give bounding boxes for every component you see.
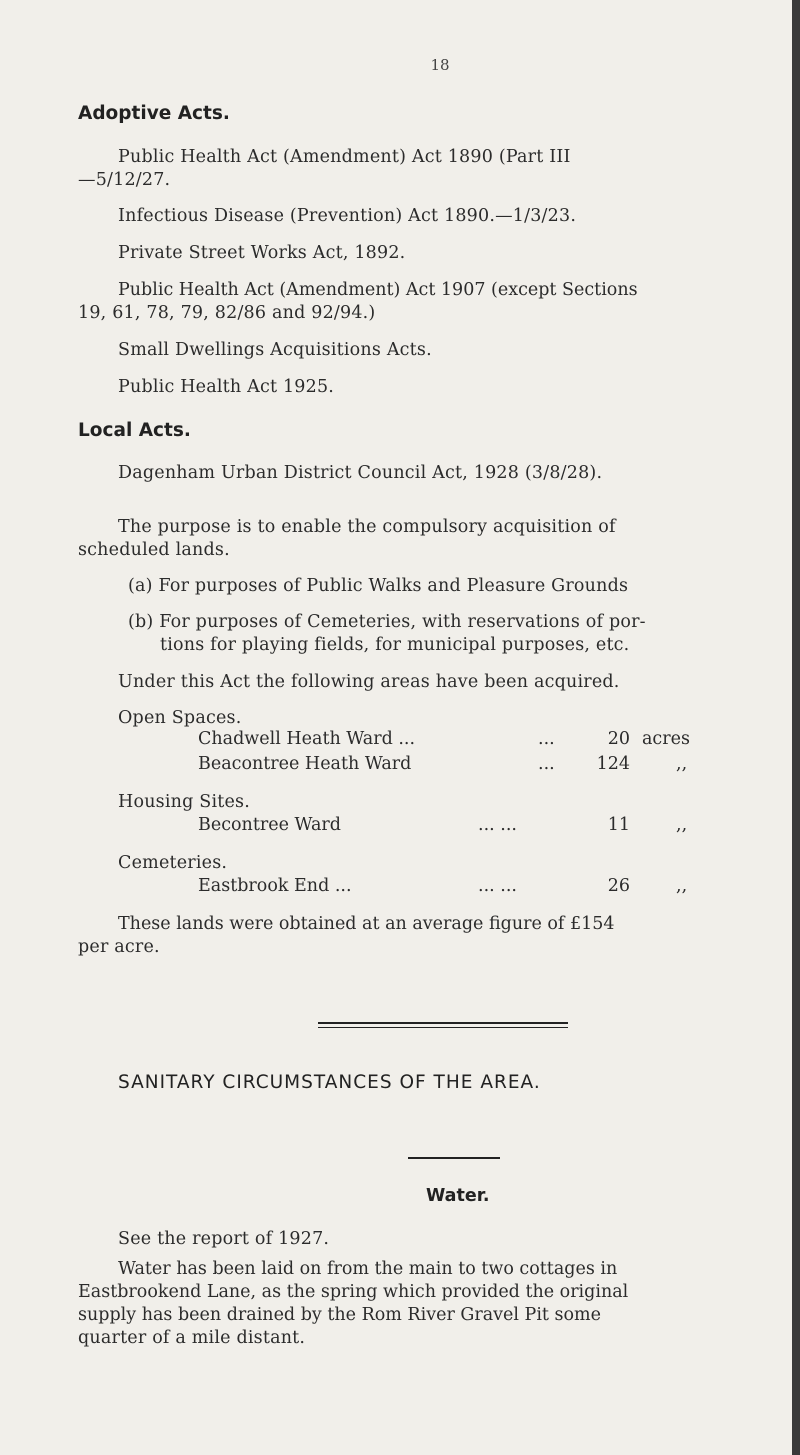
adoptive-item-2: Infectious Disease (Prevention) Act 1890.—1/3/23.: [118, 206, 577, 226]
eastbrook-acres-value: 26: [607, 876, 630, 896]
beacontree-leader: ...: [538, 754, 555, 774]
becontree-acres-value: 11: [607, 815, 630, 835]
ditto-mark-1: ,,: [676, 754, 688, 774]
becontree-ward: Becontree Ward: [198, 815, 341, 835]
open-spaces-label: Open Spaces.: [118, 708, 242, 728]
page-edge-shadow: [792, 0, 800, 1455]
water-heading: Water.: [426, 1186, 490, 1206]
double-rule-top: [318, 1022, 568, 1024]
chadwell-heath-ward: Chadwell Heath Ward ...: [198, 729, 416, 749]
adoptive-item-3: Private Street Works Act, 1892.: [118, 243, 406, 263]
chadwell-leader: ...: [538, 729, 555, 749]
average-figure-line-1: These lands were obtained at an average figure of £154: [118, 914, 615, 934]
local-acts-heading: Local Acts.: [78, 420, 191, 441]
purpose-b-line-2: tions for playing fields, for municipal purposes, etc.: [160, 635, 630, 655]
eastbrook-end: Eastbrook End ...: [198, 876, 352, 896]
adoptive-item-1-line-2: —5/12/27.: [78, 170, 171, 190]
page-number: 18: [430, 56, 450, 74]
purpose-line-1: The purpose is to enable the compulsory acquisition of: [118, 517, 616, 537]
adoptive-item-4-line-1: Public Health Act (Amendment) Act 1907 (except Sections: [118, 280, 638, 300]
ditto-mark-3: ,,: [676, 876, 688, 896]
purpose-a: (a) For purposes of Public Walks and Pleasure Grounds: [128, 576, 629, 596]
acres-unit: acres: [642, 729, 690, 749]
adoptive-item-4-line-2: 19, 61, 78, 79, 82/86 and 92/94.): [78, 303, 376, 323]
purpose-line-2: scheduled lands.: [78, 540, 230, 560]
local-act-title: Dagenham Urban District Council Act, 1928 (3/8/28).: [118, 463, 603, 483]
double-rule-bottom: [318, 1027, 568, 1028]
water-line-1: Water has been laid on from the main to two cottages in: [118, 1259, 618, 1279]
chadwell-acres-value: 20: [607, 729, 630, 749]
adoptive-item-6: Public Health Act 1925.: [118, 377, 335, 397]
adoptive-item-1-line-1: Public Health Act (Amendment) Act 1890 (Part III: [118, 147, 571, 167]
purpose-b-line-1: (b) For purposes of Cemeteries, with reservations of por-: [128, 612, 646, 632]
water-see-report: See the report of 1927.: [118, 1229, 330, 1249]
water-line-2: Eastbrookend Lane, as the spring which provided the original: [78, 1282, 629, 1302]
water-rule: [408, 1157, 500, 1159]
housing-sites-label: Housing Sites.: [118, 792, 250, 812]
beacontree-heath-ward: Beacontree Heath Ward: [198, 754, 412, 774]
adoptive-item-5: Small Dwellings Acquisitions Acts.: [118, 340, 432, 360]
becontree-leader: ... ...: [478, 815, 517, 835]
acquired-intro: Under this Act the following areas have been acquired.: [118, 672, 620, 692]
eastbrook-leader: ... ...: [478, 876, 517, 896]
ditto-mark-2: ,,: [676, 815, 688, 835]
average-figure-line-2: per acre.: [78, 937, 160, 957]
sanitary-heading: SANITARY CIRCUMSTANCES OF THE AREA.: [118, 1072, 541, 1093]
adoptive-acts-heading: Adoptive Acts.: [78, 103, 230, 124]
water-line-3: supply has been drained by the Rom River Gravel Pit some: [78, 1305, 601, 1325]
cemeteries-label: Cemeteries.: [118, 853, 228, 873]
beacontree-acres-value: 124: [596, 754, 630, 774]
water-line-4: quarter of a mile distant.: [78, 1328, 306, 1348]
